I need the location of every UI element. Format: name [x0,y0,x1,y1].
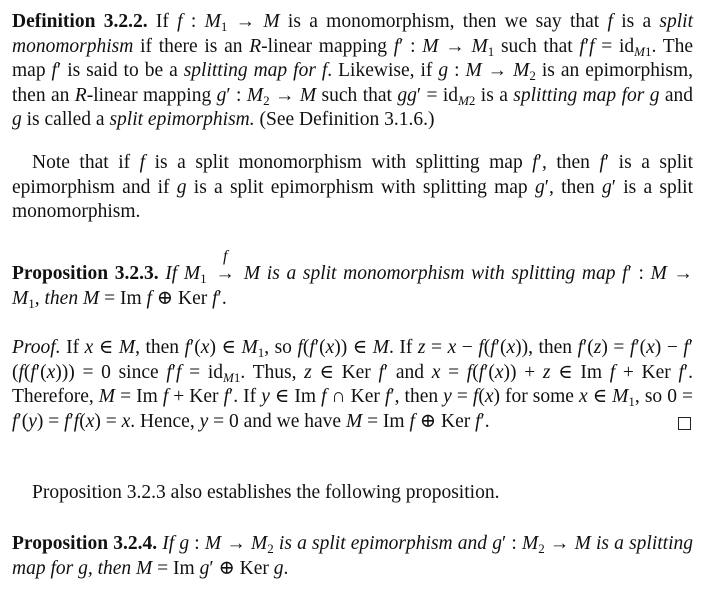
proposition-3-2-3-before: If $M_1$ [165,263,207,286]
proof-3-2-3 [12,336,693,434]
definition-label: Definition 3.2.2. [12,11,148,32]
remark-body: Proposition 3.2.3 also establishes the following proposition. [32,482,500,503]
remark-paragraph [12,481,693,506]
proposition-3-2-4-body: If g : $M \to M_2$ is a split epimorphism and g′ : $M_2 \to M$ is a splitting map for g, then M = Im g′ ⊕ Ker g. [12,533,694,579]
arrow-label: f [223,248,228,265]
proposition-3-2-4 [12,532,693,581]
note-body: Note that if f is a split monomorphism with splitting map f′, then f′ is a split epimorphism and if g is a split epimorphism with splitting map g′, then g′ is a split monomorphism. [12,152,693,222]
definition-3-2-2 [12,10,693,133]
proposition-3-2-3-after: M is a split monomorphism with splitting map f′ : $M \to M_1$, then M = Im f ⊕ Ker f′. [12,263,693,311]
proof-body: If x ∈ M, then f′(x) ∈ $M_1$, so f(f′(x)) ∈ M. If z = x − f(f′(x)), then f′(z) = f′(x) − f′(f(f′(x))) = 0 since $f'f = id_{M1}$. Thus, z ∈ Ker f′ and x = f(f′(x)) + z ∈ Im f + Ker f′. Therefore, M = Im f + Ker f′. If y ∈ Im f ∩ Ker f′, then y = f(x) for some x ∈ $M_1$, so 0 = f′(y) = f′f(x) = x. Hence, y = 0 and we have M = Im f ⊕ Ker f′. [12,337,694,432]
right-arrow-icon: → [215,263,235,284]
proof-label: Proof. [12,337,61,358]
note-paragraph [12,151,693,225]
proposition-3-2-4-label: Proposition 3.2.4. [12,533,158,554]
qed-box-icon [678,417,691,430]
proposition-3-2-3 [12,248,693,311]
definition-body: If f : $M_1 \to M$ is a monomorphism, then we say that f is a split monomorphism if there is an R-linear mapping f′ : $M \to M_1$ such that $f'f = id_{M1}$. The map f′ is said to be a splitting map for f. Likewise, if g : $M \to M_2$ is an epimorphism, then an R-linear mapping g′ : $M_2 \to M$ such that $gg' = id_{M2}$ is a splitting map for g and g is called a split epimorphism. (See Definition 3.1.6.) [12,11,694,130]
arrow-with-label [213,248,237,287]
proposition-3-2-3-label: Proposition 3.2.3. [12,263,159,284]
